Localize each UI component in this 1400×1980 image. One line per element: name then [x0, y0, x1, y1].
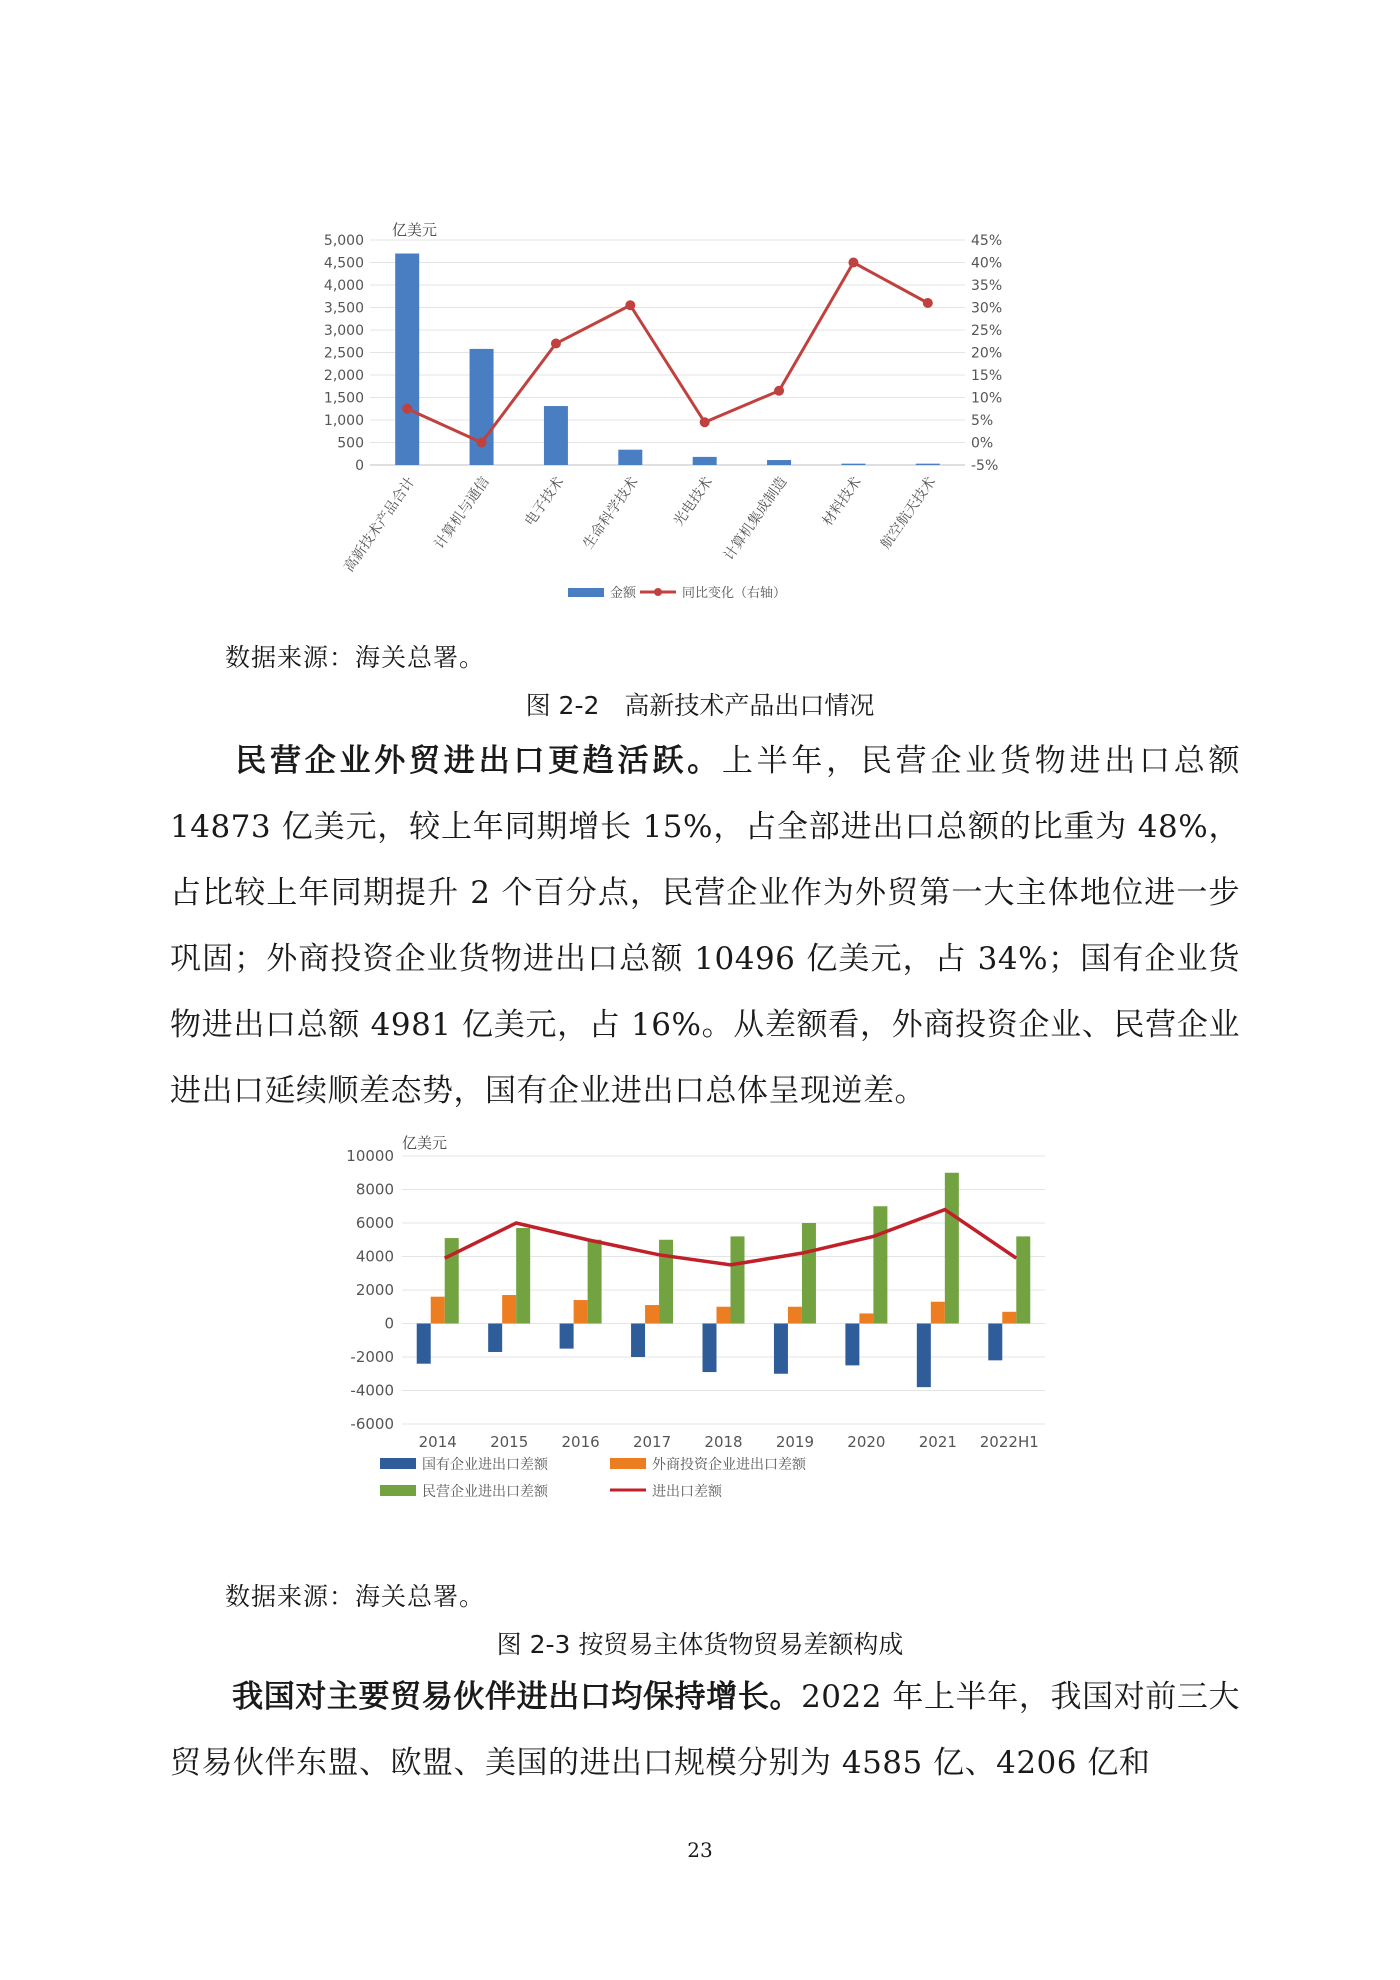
chart2-ytick-label: 0 — [384, 1314, 394, 1333]
chart2-legend-label: 外商投资企业进出口差额 — [652, 1457, 806, 1473]
chart2-legend-swatch — [380, 1458, 416, 1469]
chart1-y2tick-label: 40% — [971, 255, 1003, 272]
chart1-bar — [618, 450, 642, 465]
chart1-ytick-label: 4,500 — [323, 255, 364, 272]
chart2-bar-state — [703, 1324, 717, 1373]
chart1-line-point — [625, 300, 635, 310]
chart2-bar-state — [488, 1324, 502, 1352]
chart2-bar-state — [560, 1324, 574, 1349]
chart1-ytick-label: 1,500 — [323, 390, 364, 407]
chart1-category-label: 生命科学技术 — [580, 474, 642, 553]
chart1-source: 数据来源：海关总署。 — [225, 643, 486, 672]
chart1-bar — [470, 349, 494, 465]
chart1-ytick-label: 1,000 — [323, 413, 364, 429]
chart2-ylabel: 亿美元 — [402, 1134, 448, 1152]
chart2-bar-private — [659, 1240, 673, 1324]
chart1-legend-marker — [654, 588, 662, 596]
chart2-bar-foreign — [931, 1302, 945, 1324]
para1-lead: 民营企业外贸进出口更趋活跃。 — [232, 743, 722, 779]
chart1-bar — [916, 464, 940, 465]
chart1-y2tick-label: 35% — [971, 278, 1003, 294]
chart1-line-point — [477, 438, 487, 448]
chart1-line-point — [551, 339, 561, 349]
chart1-bar — [841, 464, 865, 465]
chart1-y2tick-label: 10% — [971, 390, 1003, 407]
chart1-category-label: 材料技术 — [819, 474, 865, 530]
chart2-bar-foreign — [1002, 1312, 1016, 1324]
chart1-ytick-label: 3,500 — [323, 300, 364, 317]
chart1-ytick-label: 3,000 — [323, 323, 364, 339]
page-number: 23 — [687, 1838, 713, 1862]
chart1-category-label: 计算机与通信 — [431, 474, 493, 553]
chart1-y2tick-label: 30% — [971, 300, 1003, 317]
chart2-legend-label: 进出口差额 — [652, 1484, 722, 1500]
chart2-ytick-label: -6000 — [350, 1415, 394, 1433]
chart1-y2tick-label: 15% — [971, 368, 1003, 384]
chart1-category-label: 航空航天技术 — [877, 474, 940, 553]
chart1-line-point — [848, 258, 858, 268]
chart2-bar-foreign — [574, 1300, 588, 1323]
chart2-bar-private — [516, 1228, 530, 1323]
chart1-y2tick-label: 20% — [971, 345, 1003, 362]
chart2-bar-foreign — [645, 1305, 659, 1323]
chart2-svg — [340, 1128, 1060, 1520]
chart2-source: 数据来源：海关总署。 — [225, 1582, 486, 1611]
chart2-category-label: 2021 — [918, 1433, 957, 1451]
chart1-ytick-label: 0 — [355, 458, 364, 474]
chart1-category-label: 高新技术产品合计 — [341, 474, 419, 576]
chart1-y2tick-label: 25% — [971, 323, 1003, 339]
chart2-legend-swatch — [610, 1458, 646, 1469]
chart2-bar-state — [774, 1324, 788, 1374]
para1-text: 上半年，民营企业货物进出口总额14873 亿美元，较上年同期增长 15%，占全部进出口总额的比重为 48%，占比较上年同期提升 2 个百分点，民营企业作为外贸第一大主体地位进一步巩固；外商投资企业货物进出口总额 10496 亿美元，占 34%；国有企业货物进出口总额 4981 亿美元，占 16%。从差额看，外商投资企业、民营企业进出口延续顺差态势，国有企业进出口总体呈现逆差。 — [170, 743, 1241, 1109]
chart2-bar-state — [631, 1324, 645, 1358]
chart2-ytick-label: -4000 — [350, 1381, 394, 1400]
chart1-category-label: 电子技术 — [521, 474, 568, 530]
chart1-ytick-label: 4,000 — [323, 278, 364, 294]
para2-lead: 我国对主要贸易伙伴进出口均保持增长。 — [232, 1679, 802, 1715]
chart-trade-balance-by-entity — [340, 1128, 1060, 1520]
chart2-bar-state — [417, 1324, 431, 1364]
chart1-line-point — [402, 404, 412, 414]
chart2-ytick-label: 8000 — [355, 1180, 394, 1199]
chart2-category-label: 2014 — [418, 1433, 457, 1451]
chart1-svg — [300, 215, 1040, 615]
chart1-ytick-label: 5,000 — [323, 233, 364, 249]
chart2-ytick-label: 6000 — [355, 1214, 394, 1232]
chart1-y2tick-label: -5% — [971, 458, 999, 474]
chart1-legend-label: 金额 — [610, 586, 637, 601]
chart2-bar-private — [1016, 1236, 1030, 1323]
chart2-category-label: 2022H1 — [979, 1433, 1039, 1451]
chart2-legend-label: 民营企业进出口差额 — [422, 1484, 548, 1500]
chart1-ytick-label: 2,500 — [323, 345, 364, 362]
chart1-line-point — [774, 386, 784, 396]
chart2-category-label: 2019 — [775, 1433, 815, 1451]
chart2-bar-state — [845, 1324, 859, 1366]
chart2-bar-private — [588, 1240, 602, 1324]
para2-text: 2022 年上半年，我国对前三大贸易伙伴东盟、欧盟、美国的进出口规模分别为 4585 亿、4206 亿和 — [170, 1679, 1240, 1781]
chart1-category-label: 光电技术 — [670, 474, 716, 530]
chart2-category-label: 2017 — [632, 1433, 672, 1451]
chart2-ytick-label: -2000 — [350, 1348, 394, 1366]
chart1-bar — [693, 457, 717, 465]
chart2-bar-private — [873, 1206, 887, 1323]
chart1-legend-swatch-bar — [568, 588, 604, 597]
chart2-bar-state — [988, 1324, 1002, 1361]
chart2-category-label: 2015 — [490, 1433, 529, 1451]
chart1-line-point — [923, 298, 933, 308]
chart2-caption: 图 2-3 按贸易主体货物贸易差额构成 — [496, 1630, 904, 1659]
chart2-bar-private — [945, 1173, 959, 1324]
chart2-legend-label: 国有企业进出口差额 — [422, 1457, 548, 1473]
chart1-caption: 图 2-2 高新技术产品出口情况 — [525, 691, 875, 720]
chart1-ylabel: 亿美元 — [392, 221, 438, 239]
chart-high-tech-exports — [300, 215, 1040, 615]
chart2-legend-swatch — [380, 1485, 416, 1496]
chart2-bar-foreign — [859, 1313, 873, 1323]
paragraph-private-enterprises — [170, 728, 1240, 1124]
chart2-bar-foreign — [431, 1297, 445, 1324]
chart1-bar — [767, 460, 791, 465]
chart1-legend-label: 同比变化（右轴） — [682, 586, 787, 601]
paragraph-trade-partners — [170, 1664, 1240, 1796]
chart2-ytick-label: 10000 — [346, 1147, 394, 1165]
chart1-y2tick-label: 0% — [971, 435, 994, 452]
chart2-ytick-label: 2000 — [355, 1281, 394, 1299]
chart1-y2tick-label: 5% — [971, 413, 994, 429]
chart2-bar-private — [802, 1223, 816, 1324]
chart1-category-label: 计算机集成制造 — [721, 474, 791, 564]
chart1-line-point — [700, 417, 710, 427]
chart2-bar-foreign — [502, 1295, 516, 1323]
chart1-ytick-label: 2,000 — [323, 368, 364, 384]
chart1-ytick-label: 500 — [337, 435, 364, 452]
chart2-category-label: 2018 — [704, 1433, 743, 1451]
chart2-ytick-label: 4000 — [355, 1247, 394, 1266]
chart2-bar-state — [917, 1324, 931, 1388]
chart2-category-label: 2020 — [847, 1433, 886, 1451]
chart2-bar-foreign — [788, 1307, 802, 1324]
chart1-bar — [395, 254, 419, 466]
chart2-bar-foreign — [717, 1307, 731, 1324]
chart2-category-label: 2016 — [561, 1433, 600, 1451]
chart2-bar-private — [731, 1236, 745, 1323]
chart1-y2tick-label: 45% — [971, 233, 1003, 249]
chart1-bar — [544, 406, 568, 465]
